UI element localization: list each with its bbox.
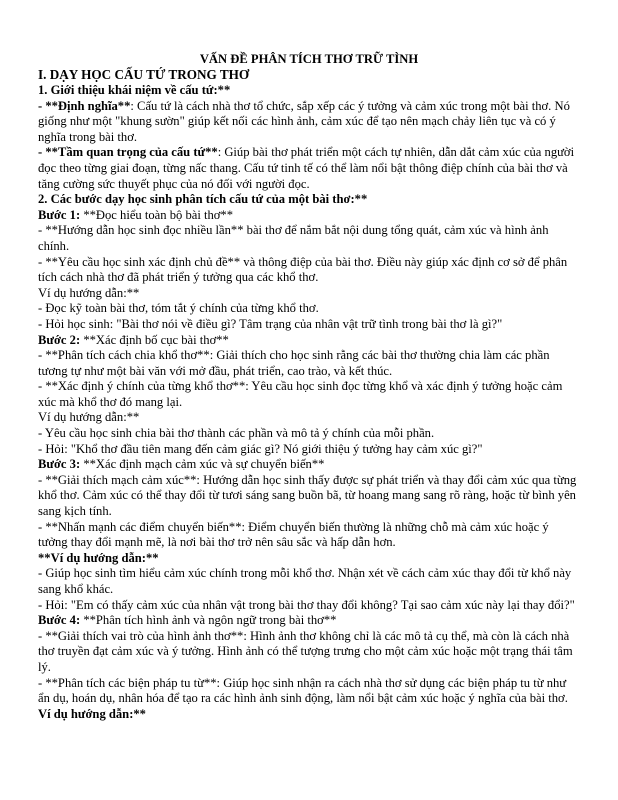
importance-text: : Giúp bài thơ phát triển một cách tự nhiên, dẫn dắt cảm xúc của người đọc theo từng giai đoạn, từng nấc thang. Cấu tứ tinh tế có thể làm nổi bật thông điệp chính của bài thơ và tăng cường sức thuyết phục của nó đối với người đọc.: [38, 145, 575, 191]
definition-text: : Cấu tứ là cách nhà thơ tổ chức, sắp xếp các ý tưởng và cảm xúc trong một bài thơ. Nó giống như một "khung sườn" giúp kết nối các hình ảnh, cảm xúc để tạo nên mạch chảy liên tục và có ý nghĩa trong bài thơ.: [38, 98, 570, 144]
paragraph-definition: [38, 99, 580, 146]
importance-label: - **Tầm quan trọng của cấu tứ**: [38, 145, 218, 160]
step-heading: [38, 613, 580, 629]
paragraph: - Hỏi: "Khổ thơ đầu tiên mang đến cảm giác gì? Nó giới thiệu ý tưởng hay cảm xúc gì?": [38, 441, 483, 456]
paragraph: - **Nhấn mạnh các điểm chuyển biến**: Điểm chuyển biến thường là những chỗ mà cảm xúc hoặc ý tưởng thay đổi mạnh mẽ, là nơi bài thơ trở nên sâu sắc và hấp dẫn hơn.: [38, 519, 549, 550]
paragraph: - **Giải thích vai trò của hình ảnh thơ**: Hình ảnh thơ không chỉ là các mô tả cụ thể, mà còn là cách nhà thơ truyền đạt cảm xúc và ý tưởng. Hình ảnh có thể tượng trưng cho một cảm xúc hoặc một trạng thái tâm lý.: [38, 628, 573, 674]
step-title: **Phân tích hình ảnh và ngôn ngữ trong bài thơ**: [80, 613, 337, 628]
paragraph: - **Hướng dẫn học sinh đọc nhiều lần** bài thơ để nắm bắt nội dung tổng quát, cảm xúc và hình ảnh chính.: [38, 223, 549, 253]
paragraph: - Đọc kỹ toàn bài thơ, tóm tắt ý chính của từng khổ thơ.: [38, 301, 319, 316]
paragraph: - Hỏi học sinh: "Bài thơ nói về điều gì? Tâm trạng của nhân vật trữ tình trong bài thơ là gì?": [38, 316, 503, 331]
step-label: Bước 2:: [38, 332, 81, 347]
paragraph: - **Yêu cầu học sinh xác định chủ đề** và thông điệp của bài thơ. Điều này giúp xác định cơ sở để phân tích cách nhà thơ đã phát triển ý tưởng qua các khổ thơ.: [38, 254, 568, 285]
step-label: Bước 3:: [38, 457, 81, 472]
step-label: Bước 1:: [38, 207, 81, 222]
step-title: **Xác định mạch cảm xúc và sự chuyển biến**: [80, 457, 325, 472]
step-heading: [38, 457, 580, 473]
definition-label: - **Định nghĩa**: [38, 98, 131, 113]
paragraph: Ví dụ hướng dẫn:**: [38, 410, 140, 425]
document-title: VẤN ĐỀ PHÂN TÍCH THƠ TRỮ TÌNH: [199, 52, 419, 66]
paragraph: Ví dụ hướng dẫn:**: [38, 285, 140, 300]
paragraph: - **Phân tích các biện pháp tu từ**: Giúp học sinh nhận ra cách nhà thơ sử dụng các biện pháp tu từ như ẩn dụ, hoán dụ, nhân hóa để tạo ra các hình ảnh sinh động, làm nổi bật cảm xúc hoặc ý nghĩa của bài thơ.: [38, 675, 568, 706]
paragraph: - **Phân tích cách chia khổ thơ**: Giải thích cho học sinh rằng các bài thơ thường chia làm các phần tương tự như một bài văn với mở đầu, phát triển, cao trào, và kết thúc.: [38, 348, 550, 378]
paragraph-bold: **Ví dụ hướng dẫn:**: [38, 550, 159, 565]
step-title: **Xác định bố cục bài thơ**: [80, 332, 229, 347]
paragraph: - **Xác định ý chính của từng khổ thơ**: Yêu cầu học sinh đọc từng khổ và xác định ý tưởng hoặc cảm xúc mà khổ thơ đó mang lại.: [38, 379, 563, 409]
paragraph-bold: Ví dụ hướng dẫn:**: [38, 706, 146, 721]
paragraph: - Giúp học sinh tìm hiểu cảm xúc chính trong mỗi khổ thơ. Nhận xét về cách cảm xúc thay đổi từ khổ này sang khổ khác.: [38, 566, 572, 596]
step-heading: [38, 208, 580, 224]
paragraph-importance: [38, 145, 580, 192]
subsection-heading: 1. Giới thiệu khái niệm về cấu tứ:**: [38, 83, 231, 97]
paragraph: - Yêu cầu học sinh chia bài thơ thành các phần và mô tả ý chính của mỗi phần.: [38, 426, 435, 441]
step-title: **Đọc hiểu toàn bộ bài thơ**: [80, 207, 234, 222]
step-label: Bước 4:: [38, 613, 81, 628]
subsection-heading: 2. Các bước dạy học sinh phân tích cấu tứ của một bài thơ:**: [38, 192, 368, 207]
paragraph: - Hỏi: "Em có thấy cảm xúc của nhân vật trong bài thơ thay đổi không? Tại sao cảm xúc này lại thay đổi?": [38, 597, 575, 612]
paragraph: - **Giải thích mạch cảm xúc**: Hướng dẫn học sinh thấy được sự phát triển và thay đổi cảm xúc qua từng khổ thơ. Cảm xúc có thể thay đổi từ tươi sáng sang buồn bã, từ hoang mang sang rõ ràng, hoặc từ bình yên sang kịch tính.: [38, 472, 577, 519]
step-heading: [38, 333, 580, 349]
section-heading: I. DẠY HỌC CẤU TỨ TRONG THƠ: [38, 67, 250, 82]
